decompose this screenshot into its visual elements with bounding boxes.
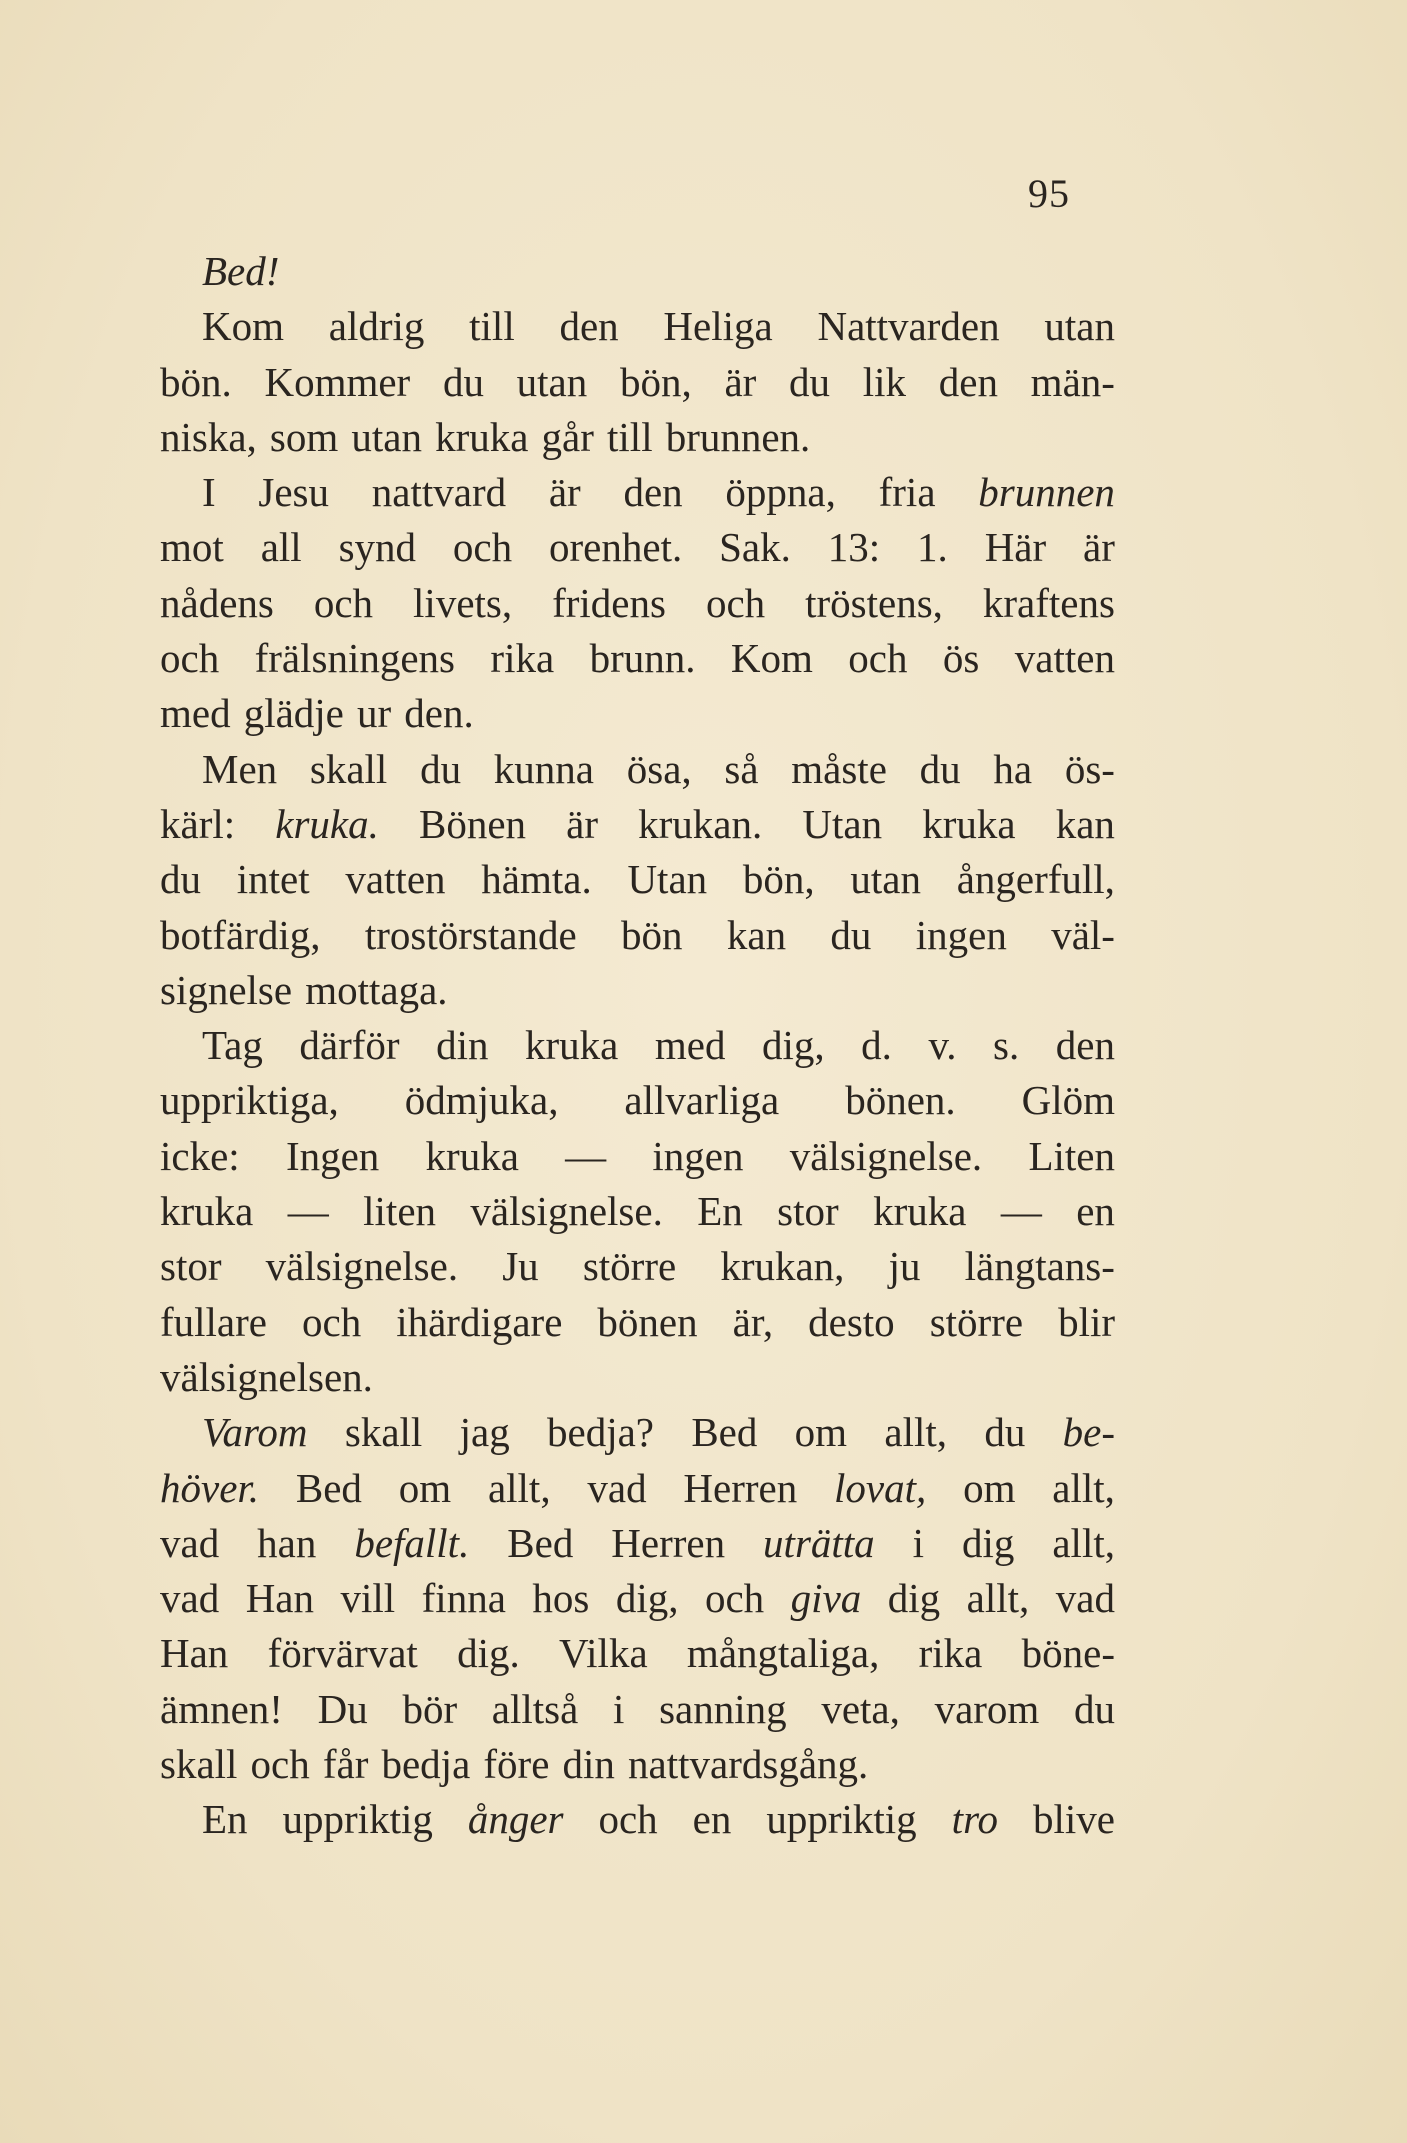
word: din	[436, 1022, 489, 1069]
word: Bed!	[202, 248, 280, 294]
word: välsignelsen.	[160, 1353, 373, 1400]
text-line	[160, 1405, 1115, 1460]
word: du	[789, 358, 831, 405]
text-line	[160, 1350, 1115, 1405]
word: i	[613, 1685, 625, 1732]
word: bön,	[742, 856, 815, 903]
word: ösa,	[626, 745, 692, 792]
text-line	[160, 742, 1115, 797]
word: ångerfull,	[956, 856, 1115, 903]
word: kruka	[435, 413, 529, 460]
word: dig	[887, 1575, 941, 1622]
word: ämnen!	[160, 1685, 283, 1732]
word: Han	[245, 1575, 314, 1622]
word: trostörstande	[364, 911, 577, 958]
word: vatten	[345, 856, 446, 903]
word: hos	[532, 1575, 590, 1622]
word: med	[654, 1022, 726, 1069]
word: bedja	[381, 1741, 471, 1788]
word: dig.	[457, 1630, 520, 1677]
text-line	[160, 244, 1115, 299]
word: måste	[791, 745, 887, 792]
text-line	[160, 355, 1115, 410]
word: vatten	[1014, 635, 1115, 682]
word: om	[794, 1409, 848, 1456]
word: ingen	[915, 911, 1007, 958]
word: skall	[344, 1409, 423, 1456]
text-line	[160, 1129, 1115, 1184]
word: lovat,	[834, 1464, 927, 1511]
word: en	[1076, 1188, 1115, 1235]
word: icke:	[160, 1132, 240, 1179]
word: Utan	[802, 800, 883, 847]
word: signelse	[160, 966, 293, 1013]
word: är	[548, 469, 581, 516]
text-line	[160, 1239, 1115, 1294]
text-line	[160, 852, 1115, 907]
word: orenhet.	[549, 524, 683, 571]
word: böne-	[1021, 1630, 1115, 1677]
word: den	[1055, 1022, 1115, 1069]
word: ös-	[1064, 745, 1115, 792]
word: kraftens	[982, 579, 1115, 626]
word: du	[830, 911, 872, 958]
word: Bönen	[419, 800, 527, 847]
word: allt,	[884, 1409, 948, 1456]
word: brunn.	[589, 635, 696, 682]
text-line	[160, 1626, 1115, 1681]
word: mångtaliga,	[686, 1630, 880, 1677]
word: I	[202, 469, 216, 516]
word: män-	[1030, 358, 1115, 405]
word: kan	[726, 911, 787, 958]
word: kruka	[922, 800, 1016, 847]
word: och	[848, 635, 908, 682]
text-line	[160, 1571, 1115, 1626]
word: Men	[202, 745, 278, 792]
text-line	[160, 1461, 1115, 1516]
word: du	[1074, 1685, 1115, 1732]
word: med	[160, 690, 231, 737]
word: kärl:	[160, 800, 236, 847]
word: —	[287, 1188, 329, 1235]
word: och	[302, 1298, 362, 1345]
word: d.	[861, 1022, 892, 1069]
word: kruka.	[275, 800, 379, 847]
word: desto	[808, 1298, 895, 1345]
word: större	[929, 1298, 1024, 1345]
word: Du	[317, 1685, 368, 1732]
word: uppriktig	[282, 1796, 433, 1843]
text-line	[160, 1737, 1115, 1792]
word: välsignelse.	[470, 1188, 663, 1235]
word: kruka	[425, 1132, 519, 1179]
text-line	[160, 1018, 1115, 1073]
word: väl-	[1051, 911, 1115, 958]
word: din	[562, 1741, 615, 1788]
word: 13:	[827, 524, 881, 571]
word: Herren	[683, 1464, 798, 1511]
word: hämta.	[481, 856, 592, 903]
word: En	[202, 1796, 248, 1843]
word: bön	[621, 911, 683, 958]
word: skall	[309, 745, 388, 792]
word: du	[442, 358, 484, 405]
text-line	[160, 963, 1115, 1018]
word: nattvard	[371, 469, 507, 516]
word: Varom	[202, 1409, 308, 1456]
word: allt,	[1052, 1519, 1115, 1566]
word: kan	[1055, 800, 1115, 847]
word: ös	[942, 635, 980, 682]
word: Jesu	[258, 469, 330, 516]
text-line	[160, 1295, 1115, 1350]
text-line	[160, 1792, 1115, 1847]
text-line	[160, 908, 1115, 963]
word: utan	[850, 856, 921, 903]
text-line	[160, 1516, 1115, 1571]
word: Ju	[502, 1243, 539, 1290]
word: bör	[402, 1685, 458, 1732]
word: som	[269, 413, 339, 460]
word: utan	[1044, 303, 1115, 350]
word: En	[697, 1188, 743, 1235]
text-line	[160, 465, 1115, 520]
word: Liten	[1028, 1132, 1115, 1179]
word: —	[565, 1132, 607, 1179]
text-line	[160, 299, 1115, 354]
word: är	[1083, 524, 1115, 571]
word: finna	[421, 1575, 506, 1622]
text-line	[160, 1682, 1115, 1737]
word: Utan	[627, 856, 708, 903]
word: ihärdigare	[396, 1298, 563, 1345]
word: krukan,	[720, 1243, 845, 1290]
word: om	[963, 1464, 1016, 1511]
word: kruka	[873, 1188, 967, 1235]
word: förvärvat	[267, 1630, 418, 1677]
word: Tag	[202, 1022, 263, 1069]
word: niska,	[160, 413, 257, 460]
word: den	[938, 358, 998, 405]
word: allt,	[966, 1575, 1030, 1622]
word: och	[598, 1796, 658, 1843]
word: Kommer	[264, 358, 411, 405]
word: rika	[918, 1630, 983, 1677]
word: Kom	[202, 303, 284, 350]
word: Bed	[295, 1464, 362, 1511]
word: rika	[490, 635, 555, 682]
word: skall	[160, 1741, 238, 1788]
text-line	[160, 1184, 1115, 1239]
word: får	[322, 1741, 369, 1788]
word: och	[452, 524, 513, 571]
word: Kom	[730, 635, 813, 682]
word: vad	[160, 1519, 220, 1566]
word: vad	[587, 1464, 647, 1511]
word: den	[559, 303, 619, 350]
word: alltså	[491, 1685, 579, 1732]
word: du	[984, 1409, 1026, 1456]
word: befallt.	[354, 1519, 470, 1566]
word: bön.	[160, 358, 232, 405]
word: i	[912, 1519, 925, 1566]
word: mottaga.	[305, 966, 448, 1013]
word: den.	[404, 690, 474, 737]
word: du	[919, 745, 961, 792]
word: och	[705, 579, 766, 626]
word: all	[260, 524, 302, 571]
word: Vilka	[559, 1630, 648, 1677]
word: han	[257, 1519, 317, 1566]
word: ju	[888, 1243, 921, 1290]
word: du	[420, 745, 462, 792]
word: blir	[1058, 1298, 1115, 1345]
word: veta,	[821, 1685, 900, 1732]
text-line	[160, 520, 1115, 575]
word: lik	[862, 358, 907, 405]
word: brunnen.	[665, 413, 811, 460]
text-line	[160, 1073, 1115, 1128]
word: och	[704, 1575, 765, 1622]
word: öppna,	[725, 469, 836, 516]
word: stor	[777, 1188, 839, 1235]
word: jag	[459, 1409, 510, 1456]
word: ur	[357, 690, 392, 737]
word: till	[469, 303, 515, 350]
word: Bed	[507, 1519, 574, 1566]
word: bönen	[597, 1298, 698, 1345]
word: Han	[160, 1630, 229, 1677]
word: Här	[984, 524, 1047, 571]
word: längtans-	[964, 1243, 1115, 1290]
word: så	[724, 745, 759, 792]
word: liten	[363, 1188, 437, 1235]
text-line	[160, 797, 1115, 852]
text-line	[160, 686, 1115, 741]
word: tröstens,	[805, 579, 943, 626]
word: allvarliga	[624, 1077, 780, 1124]
word: krukan.	[638, 800, 763, 847]
word: nådens	[160, 579, 274, 626]
word: och	[313, 579, 374, 626]
word: är,	[732, 1298, 774, 1345]
word: Ingen	[285, 1132, 380, 1179]
word: stor	[160, 1243, 222, 1290]
word: kunna	[493, 745, 594, 792]
word: du	[160, 856, 201, 903]
word: allt,	[1052, 1464, 1115, 1511]
word: v.	[928, 1022, 957, 1069]
word: livets,	[413, 579, 513, 626]
word: giva	[790, 1575, 862, 1622]
word: be-	[1062, 1409, 1115, 1456]
word: Glöm	[1021, 1077, 1115, 1124]
word: utan	[516, 358, 588, 405]
text-line	[160, 576, 1115, 631]
word: är	[724, 358, 757, 405]
word: fullare	[160, 1298, 267, 1345]
text-line	[160, 631, 1115, 686]
word: dig,	[762, 1022, 825, 1069]
word: varom	[934, 1685, 1040, 1732]
word: botfärdig,	[160, 911, 321, 958]
word: en	[692, 1796, 732, 1843]
word: aldrig	[328, 303, 425, 350]
word: är	[566, 800, 599, 847]
word: bedja?	[547, 1409, 654, 1456]
word: höver.	[160, 1464, 260, 1511]
word: och	[160, 635, 220, 682]
word: Heliga	[663, 303, 773, 350]
word: brunnen	[978, 469, 1115, 516]
word: uppriktiga,	[160, 1077, 339, 1124]
word: vad	[1055, 1575, 1115, 1622]
page-number: 95	[1028, 171, 1070, 216]
word: Sak.	[719, 524, 791, 571]
word: 1.	[917, 524, 948, 571]
word: tro	[951, 1796, 998, 1843]
word: sanning	[659, 1685, 787, 1732]
word: bön,	[619, 358, 692, 405]
word: går	[541, 413, 594, 460]
word: Herren	[611, 1519, 726, 1566]
word: större	[582, 1243, 677, 1290]
word: Nattvarden	[817, 303, 1000, 350]
word: Bed	[691, 1409, 758, 1456]
word: den	[623, 469, 683, 516]
word: före	[483, 1741, 550, 1788]
word: uträtta	[763, 1519, 875, 1566]
word: om	[398, 1464, 452, 1511]
word: till	[607, 413, 653, 460]
word: kruka	[160, 1188, 254, 1235]
word: s.	[993, 1022, 1020, 1069]
word: bönen.	[845, 1077, 956, 1124]
word: vad	[160, 1575, 220, 1622]
word: ånger	[467, 1796, 564, 1843]
word: intet	[236, 856, 310, 903]
word: kruka	[525, 1022, 619, 1069]
word: välsignelse.	[265, 1243, 459, 1290]
word: mot	[160, 524, 224, 571]
word: välsignelse.	[789, 1132, 983, 1179]
word: frälsningens	[254, 635, 456, 682]
word: därför	[299, 1022, 400, 1069]
word: synd	[338, 524, 417, 571]
word: nattvardsgång.	[628, 1741, 869, 1788]
word: fria	[878, 469, 936, 516]
word: och	[250, 1741, 310, 1788]
word: utan	[351, 413, 422, 460]
text-line	[160, 410, 1115, 465]
word: vill	[340, 1575, 396, 1622]
word: dig	[962, 1519, 1015, 1566]
word: glädje	[243, 690, 344, 737]
word: ödmjuka,	[404, 1077, 559, 1124]
word: ingen	[652, 1132, 744, 1179]
word: allt,	[487, 1464, 551, 1511]
word: fridens	[552, 579, 666, 626]
body-text	[160, 244, 1115, 1848]
word: dig,	[615, 1575, 679, 1622]
word: ha	[993, 745, 1033, 792]
word: blive	[1032, 1796, 1115, 1843]
word: —	[1000, 1188, 1042, 1235]
word: uppriktig	[766, 1796, 917, 1843]
